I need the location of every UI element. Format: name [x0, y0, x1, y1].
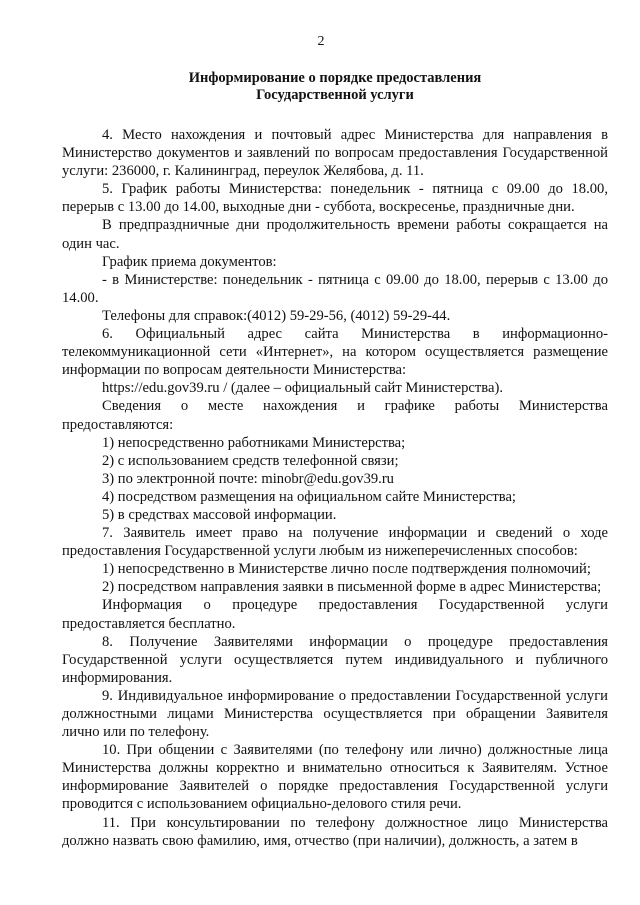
- paragraph-intake-schedule: - в Министерстве: понедельник - пятница с 09.00 до 18.00, перерыв с 13.00 до 14.00.: [62, 271, 608, 306]
- section-title: [62, 70, 608, 104]
- paragraph-info-provided: Сведения о месте нахождения и графике работы Министерства предоставляются:: [62, 398, 608, 433]
- section-title-line-2: Государственной услуги: [256, 87, 414, 103]
- method-item-2: 2) посредством направления заявки в письменной форме в адрес Министерства;: [102, 579, 602, 596]
- paragraph-7-applicant-rights: 7. Заявитель имеет право на получение информации и сведений о ходе предоставления Государственной услуги любым из нижеперечисленных способов:: [62, 525, 608, 560]
- paragraph-website-url: https://edu.gov39.ru / (далее – официальный сайт Министерства).: [102, 380, 503, 397]
- list-item-5: 5) в средствах массовой информации.: [102, 506, 337, 523]
- paragraph-intake-schedule-heading: График приема документов:: [102, 253, 277, 270]
- list-item-4: 4) посредством размещения на официальном сайте Министерства;: [102, 488, 516, 505]
- paragraph-free-info: Информация о процедуре предоставления Государственной услуги предоставляется бесплатно.: [62, 597, 608, 632]
- paragraph-8-informing: 8. Получение Заявителями информации о процедуре предоставления Государственной услуги осуществляется путем индивидуального и публичного информирования.: [62, 633, 608, 686]
- section-title-line-1: Информирование о порядке предоставления: [188, 70, 482, 86]
- paragraph-11-phone-consulting: 11. При консультировании по телефону должностное лицо Министерства должно назвать свою фамилию, имя, отчество (при наличии), должность, а затем в: [62, 814, 608, 849]
- page-number: 2: [317, 34, 325, 49]
- paragraph-6-website: 6. Официальный адрес сайта Министерства в информационно-телекоммуникационной сети «Интернет», на котором осуществляется размещение информации по вопросам деятельности Министерства:: [62, 326, 608, 379]
- paragraph-5-schedule: 5. График работы Министерства: понедельник - пятница с 09.00 до 18.00, перерыв с 13.00 до 14.00, выходные дни - суббота, воскресенье, праздничные дни.: [62, 181, 608, 216]
- paragraph-preholiday: В предпраздничные дни продолжительность времени работы сокращается на один час.: [62, 217, 608, 252]
- method-item-1: 1) непосредственно в Министерстве лично после подтверждения полномочий;: [102, 561, 591, 578]
- paragraph-10-communication: 10. При общении с Заявителями (по телефону или лично) должностные лица Министерства должны корректно и внимательно относиться к Заявителям. Устное информирование Заявителей о порядке предоставления Государственной услуги проводится с использованием официально-делового стиля речи.: [62, 742, 608, 813]
- paragraph-phones: Телефоны для справок:(4012) 59-29-56, (4012) 59-29-44.: [102, 307, 451, 324]
- list-item-3: 3) по электронной почте: minobr@edu.gov39.ru: [102, 470, 394, 487]
- list-item-2: 2) с использованием средств телефонной связи;: [102, 452, 399, 469]
- document-body: [62, 126, 608, 850]
- list-item-1: 1) непосредственно работниками Министерства;: [102, 434, 406, 451]
- paragraph-9-individual: 9. Индивидуальное информирование о предоставлении Государственной услуги должностными лицами Министерства осуществляется при обращении Заявителя лично или по телефону.: [62, 687, 608, 741]
- paragraph-4-location: 4. Место нахождения и почтовый адрес Министерства для направления в Министерство документов и заявлений по вопросам предоставления Государственной услуги: 236000, г. Калининград, переулок Желябова, д. 11.: [62, 127, 608, 180]
